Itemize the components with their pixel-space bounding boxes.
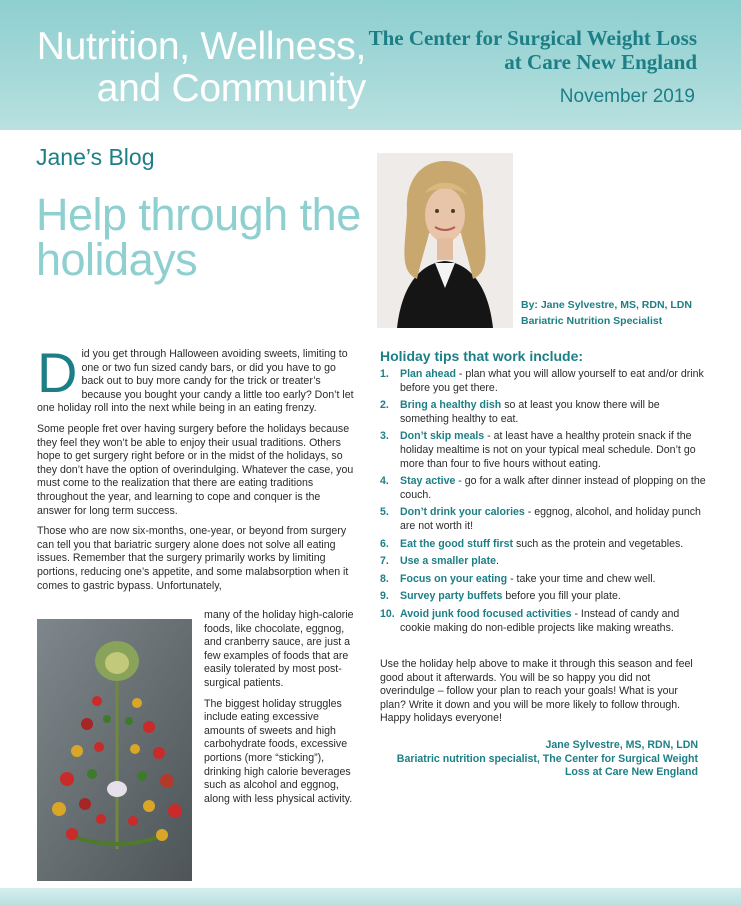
tip-number: 8. <box>380 572 389 585</box>
tip-number: 1. <box>380 368 389 380</box>
tip-detail: - take your time and chew well. <box>507 572 656 585</box>
tip-number: 7. <box>380 555 389 568</box>
tip-item <box>380 538 710 552</box>
article-paragraph-3-continued: many of the holiday high-calorie foods, like chocolate, eggnog, and cranberry sauce, are just a few examples of foods that are easily tolerated by most post-surgical patients. <box>204 609 354 689</box>
signature-title: Bariatric nutrition specialist, The Center for Surgical Weight Loss at Care New England <box>396 752 698 779</box>
blog-label: Jane’s Blog <box>36 144 155 170</box>
tip-text <box>400 430 710 471</box>
tip-detail: such as the protein and vegetables. <box>513 537 684 550</box>
tip-detail: - Instead of candy and cookie making do non-edible projects like making wreaths. <box>400 607 680 634</box>
tip-detail: - plan what you will allow yourself to eat and/or drink before you get there. <box>400 368 704 394</box>
tip-highlight: Use a smaller plate <box>400 555 496 568</box>
author-photo <box>377 153 513 328</box>
article-paragraph-2: Some people fret over having surgery before the holidays because they feel they won’t be able to enjoy their usual traditions. Others hope to get surgery right before or in the midst of the holidays, so they don’t have the option of overindulging. Whatever the case, you must come to the realization that there are eating traditions throughout the year, and learning to cope and conquer is the answer for long term success. <box>37 422 354 517</box>
tip-detail: before you fill your plate. <box>502 590 621 603</box>
tip-text <box>400 368 710 395</box>
tip-highlight: Focus on your eating <box>400 572 508 585</box>
byline-author: By: Jane Sylvestre, MS, RDN, LDN <box>521 299 692 311</box>
footer-band <box>0 888 741 905</box>
tips-heading: Holiday tips that work include: <box>380 348 584 364</box>
tip-detail: - eggnog, alcohol, and holiday punch are not worth it! <box>400 506 701 532</box>
tip-number: 3. <box>380 430 389 443</box>
article-body-narrow <box>204 609 354 813</box>
tip-item <box>380 506 710 533</box>
tips-list <box>380 368 710 639</box>
tip-detail: - at least have a healthy protein snack if the holiday mealtime is not on your typical meal schedule. Don’t go more than four to five hours without eating. <box>400 430 696 470</box>
tip-item <box>380 368 710 395</box>
tip-text <box>400 399 710 426</box>
signature-name: Jane Sylvestre, MS, RDN, LDN <box>545 739 698 751</box>
byline <box>521 297 692 329</box>
tip-highlight: Bring a healthy dish <box>400 399 502 412</box>
tip-number: 9. <box>380 590 389 603</box>
tip-highlight: Plan ahead <box>400 368 456 380</box>
tip-item <box>380 430 710 471</box>
tip-highlight: Avoid junk food focused activities <box>400 607 572 620</box>
tip-detail: so at least you know there will be something healthy to eat. <box>400 399 660 425</box>
tip-number: 2. <box>380 399 389 412</box>
tip-text <box>400 573 656 587</box>
newsletter-title: Nutrition, Wellness, and Community <box>36 25 366 110</box>
tip-highlight: Eat the good stuff first <box>400 537 513 550</box>
tip-highlight: Don’t skip meals <box>400 430 485 443</box>
article-paragraph-1-text: id you get through Halloween avoiding sweets, limiting to one or two fun sized candy bars, or did you have to go back out to buy more candy for the trick or treater’s because you bought your candy a little too early? Don’t let one holiday roll into the next while being in an eating frenzy. <box>37 348 354 415</box>
tip-text <box>400 608 710 635</box>
tip-text <box>400 506 710 533</box>
article-paragraph-1 <box>37 341 357 416</box>
vegetable-tree-image <box>37 619 192 881</box>
tip-text <box>400 555 499 569</box>
tip-highlight: Stay active <box>400 475 456 488</box>
header-banner <box>0 0 741 130</box>
tip-number: 4. <box>380 475 389 488</box>
tip-item <box>380 555 710 569</box>
tip-number: 10. <box>380 607 395 620</box>
article-paragraph-4: The biggest holiday struggles include eating excessive amounts of sweets and high carbohydrate foods, excessive portions (more “sticking”), drinking high calorie beverages such as alcohol and eggnog, along with less physical activity. <box>204 697 353 805</box>
tip-text <box>400 538 683 552</box>
tip-item <box>380 399 710 426</box>
tip-detail: - go for a walk after dinner instead of plopping on the couch. <box>400 475 706 501</box>
article-headline: Help through the holidays <box>36 189 361 285</box>
tip-text <box>400 475 710 502</box>
tip-text <box>400 590 621 604</box>
tip-detail: . <box>496 555 499 568</box>
byline-role: Bariatric Nutrition Specialist <box>521 315 663 327</box>
organization-name: The Center for Surgical Weight Loss at Care New England <box>368 26 697 74</box>
article-body <box>37 341 357 600</box>
tip-number: 6. <box>380 537 389 550</box>
tip-item <box>380 475 710 502</box>
tip-item <box>380 608 710 635</box>
issue-date: November 2019 <box>559 86 695 107</box>
closing-paragraph: Use the holiday help above to make it through this season and feel good about it afterwards. You will be so happy you did not overindulge – follow your plan to reach your goals! What is your plan? Write it down and you will be more likely to follow through. Happy holidays everyone! <box>380 658 693 725</box>
drop-cap: D <box>37 341 78 404</box>
tip-number: 5. <box>380 506 389 519</box>
signature <box>380 739 698 780</box>
tip-item <box>380 573 710 587</box>
tip-item <box>380 590 710 604</box>
tip-highlight: Survey party buffets <box>400 590 503 603</box>
article-paragraph-3: Those who are now six-months, one-year, or beyond from surgery can tell you that bariatric surgery alone does not solve all eating issues. Remember that the surgery primarily works by limiting portions, reducing one’s appetite, and some malabsorption when it comes to gastric bypass. Unfortunately, <box>37 525 349 592</box>
tip-highlight: Don’t drink your calories <box>400 506 525 519</box>
